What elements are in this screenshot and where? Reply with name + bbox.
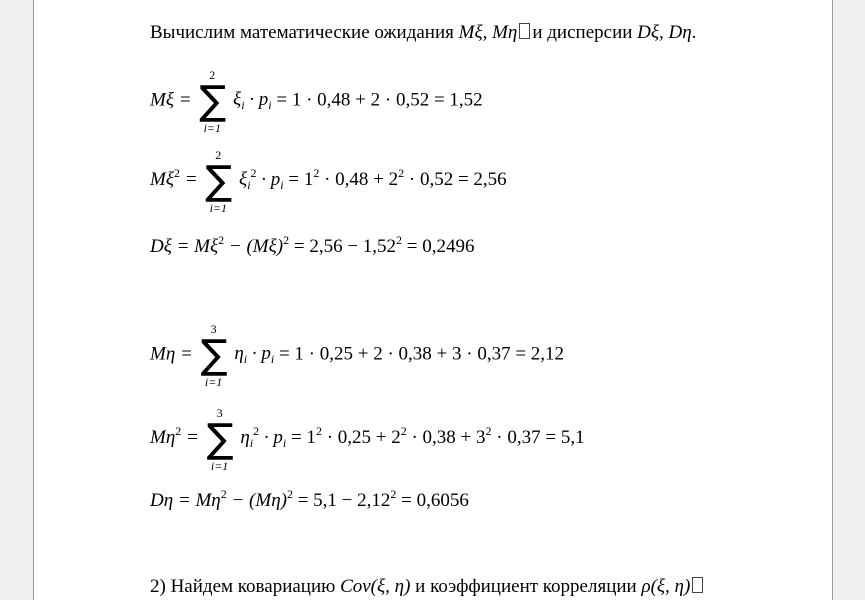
formula-d-eta: $D\eta = M\eta^2 - (M\eta)^2 = 5,1 - 2,12^2 = 0,6056$ (150, 487, 469, 511)
sigma-icon: ∑ (199, 78, 227, 124)
sum-lower-limit: i=1 (204, 375, 223, 389)
sum-upper-limit: 2 (215, 148, 222, 162)
intro-math-expectations: Mξ, Mη (458, 22, 518, 43)
m-xi2-term: $\xi_i^2 \cdot p_i$ (239, 166, 284, 193)
formula-m-xi-squared (150, 148, 507, 215)
sum-upper-limit: 3 (210, 322, 217, 336)
document-page (33, 0, 833, 600)
sum-symbol (205, 148, 233, 215)
d-xi-part-a: Dξ = Mξ (150, 236, 219, 257)
formula-m-xi (150, 68, 483, 135)
formula-m-eta-squared (150, 406, 585, 473)
d-eta-result: = 0,6056 (396, 490, 469, 511)
m-xi2-rhs: = $1^2 \cdot 0,48 + 2^2 \cdot 0,52 = 2,56$ (288, 166, 507, 191)
intro-math-variances: Dξ, Dη (637, 22, 692, 43)
intro-text-before: Вычислим математические ожидания (150, 22, 459, 43)
sum-lower-limit: i=1 (209, 201, 228, 215)
sum-lower-limit: i=1 (203, 121, 222, 135)
m-xi-term: $\xi_i \cdot p_i$ (233, 89, 272, 113)
m-eta2-lhs: $M\eta^2$ = (150, 424, 199, 449)
d-eta-part-c: = 5,1 − 2,12 (292, 490, 391, 511)
sum-upper-limit: 3 (216, 406, 223, 420)
sum-lower-limit: i=1 (210, 459, 229, 473)
m-eta2-term: $\eta_i^2 \cdot p_i$ (240, 424, 287, 451)
m-eta-rhs: = 1 · 0,25 + 2 · 0,38 + 3 · 0,37 = 2,12 (278, 343, 565, 365)
m-xi-rhs: = 1 · 0,48 + 2 · 0,52 = 1,52 (276, 89, 483, 111)
covariance-symbol: Cov(ξ, η) (340, 576, 411, 597)
m-eta-term: $\eta_i \cdot p_i$ (234, 343, 275, 367)
m-xi2-lhs: $M\xi^2$ = (150, 166, 198, 191)
missing-glyph-box (692, 577, 703, 593)
section-2-text-middle: и коэффициент корреляции (410, 576, 642, 597)
d-xi-result: = 0,2496 (402, 236, 475, 257)
d-xi-part-c: = 2,56 − 1,52 (289, 236, 397, 257)
d-xi-part-b: − (Mξ) (224, 236, 284, 257)
sigma-icon: ∑ (206, 416, 234, 462)
intro-line (150, 22, 696, 44)
m-eta-lhs: Mη = (150, 343, 193, 365)
intro-text-end: . (691, 22, 697, 43)
correlation-symbol: ρ(ξ, η) (641, 576, 691, 597)
d-eta-part-b: − (Mη) (226, 490, 287, 511)
sum-symbol (199, 68, 227, 135)
sum-symbol (200, 322, 228, 389)
missing-glyph-box (519, 23, 530, 39)
m-xi-lhs: Mξ = (150, 89, 192, 111)
sigma-icon: ∑ (205, 158, 233, 204)
formula-d-xi: $D\xi = M\xi^2 - (M\xi)^2 = 2,56 - 1,52^2 = 0,2496$ (150, 233, 475, 257)
section-2-text: 2) Найдем ковариацию (150, 576, 341, 597)
d-eta-part-a: Dη = Mη (150, 490, 221, 511)
sigma-icon: ∑ (200, 332, 228, 378)
sum-symbol (206, 406, 234, 473)
intro-text-middle: и дисперсии (532, 22, 638, 43)
section-2-heading (150, 576, 705, 598)
sum-upper-limit: 2 (209, 68, 216, 82)
m-eta2-rhs: = $1^2 \cdot 0,25 + 2^2 \cdot 0,38 + 3^2 \cdot 0,37 = 5,1$ (290, 424, 585, 449)
formula-m-eta (150, 322, 565, 389)
